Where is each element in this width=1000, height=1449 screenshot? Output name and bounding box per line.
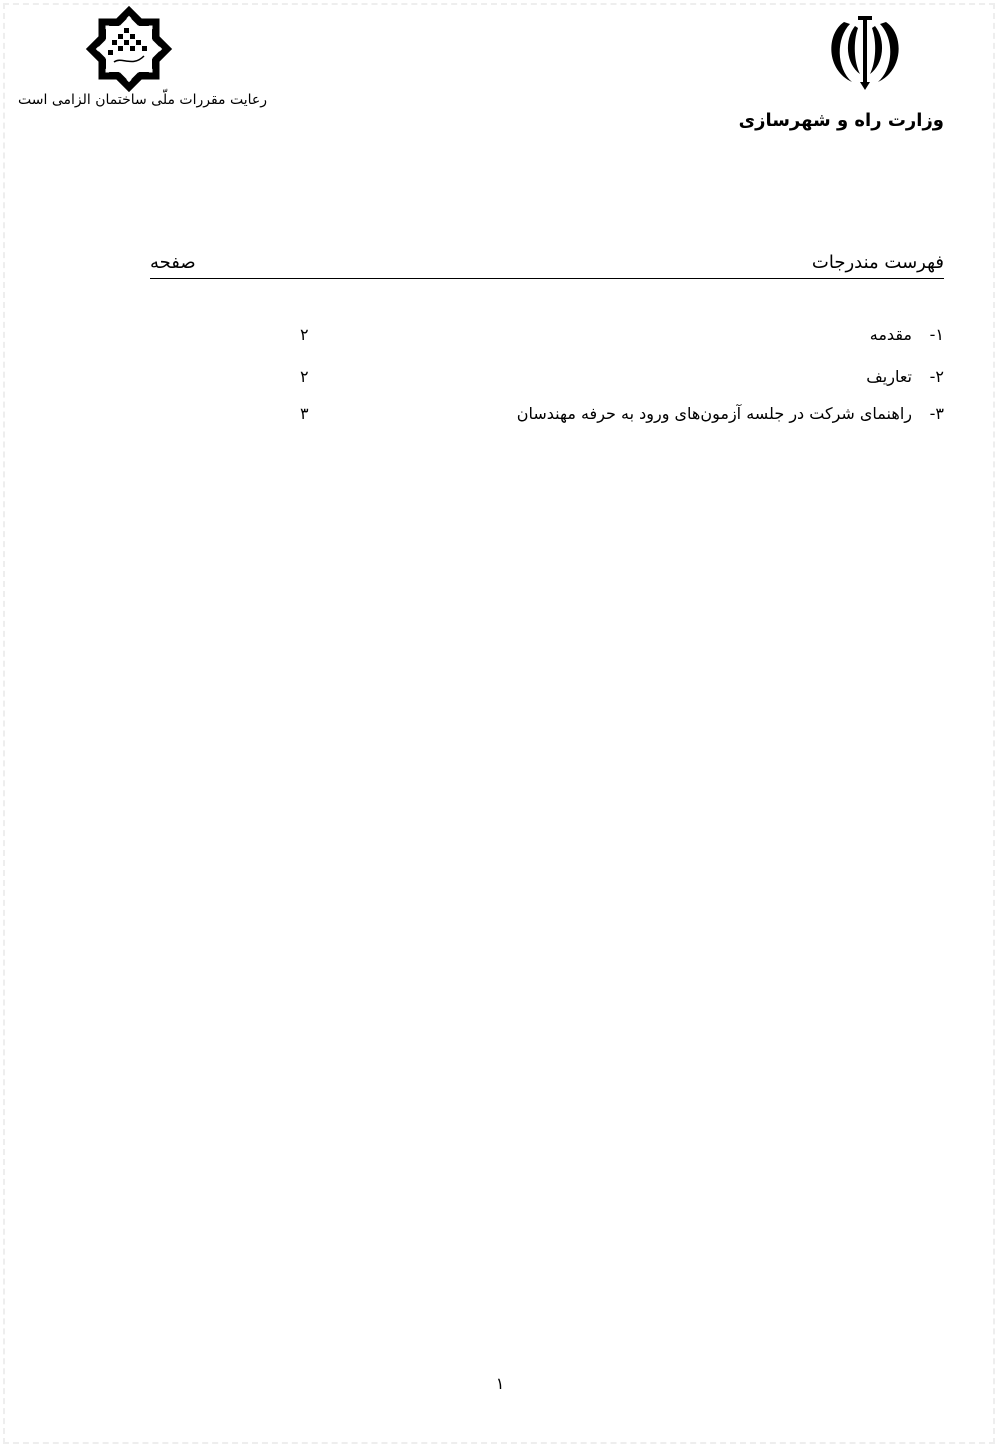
- national-building-regulations-logo-icon: [80, 6, 178, 92]
- toc-item-text: راهنمای شرکت در جلسه آزمون‌های ورود به حرفه مهندسان: [516, 404, 912, 423]
- iran-emblem-icon: [824, 12, 906, 92]
- toc-title: فهرست مندرجات: [811, 252, 944, 273]
- page-number: ۱: [495, 1374, 505, 1393]
- toc-item-number: ۱-: [929, 325, 944, 344]
- toc-item-text: تعاریف: [866, 367, 912, 386]
- toc-item-page: ۳: [300, 404, 309, 423]
- toc-item-page: ۲: [300, 367, 309, 386]
- toc-page-label: صفحه: [150, 252, 196, 273]
- toc-item-text: مقدمه: [869, 325, 912, 344]
- toc-header: [150, 252, 944, 279]
- toc-item[interactable]: [290, 325, 944, 351]
- slogan-text: رعایت مقررات ملّی ساختمان الزامی است: [18, 92, 268, 108]
- toc-item-number: ۳-: [929, 404, 944, 423]
- page-border: [3, 3, 995, 1444]
- toc-item-page: ۲: [300, 325, 309, 344]
- ministry-name: وزارت راه و شهرسازی: [738, 110, 944, 131]
- toc-item-number: ۲-: [929, 367, 944, 386]
- toc-item[interactable]: [290, 404, 944, 430]
- toc-item[interactable]: [290, 367, 944, 393]
